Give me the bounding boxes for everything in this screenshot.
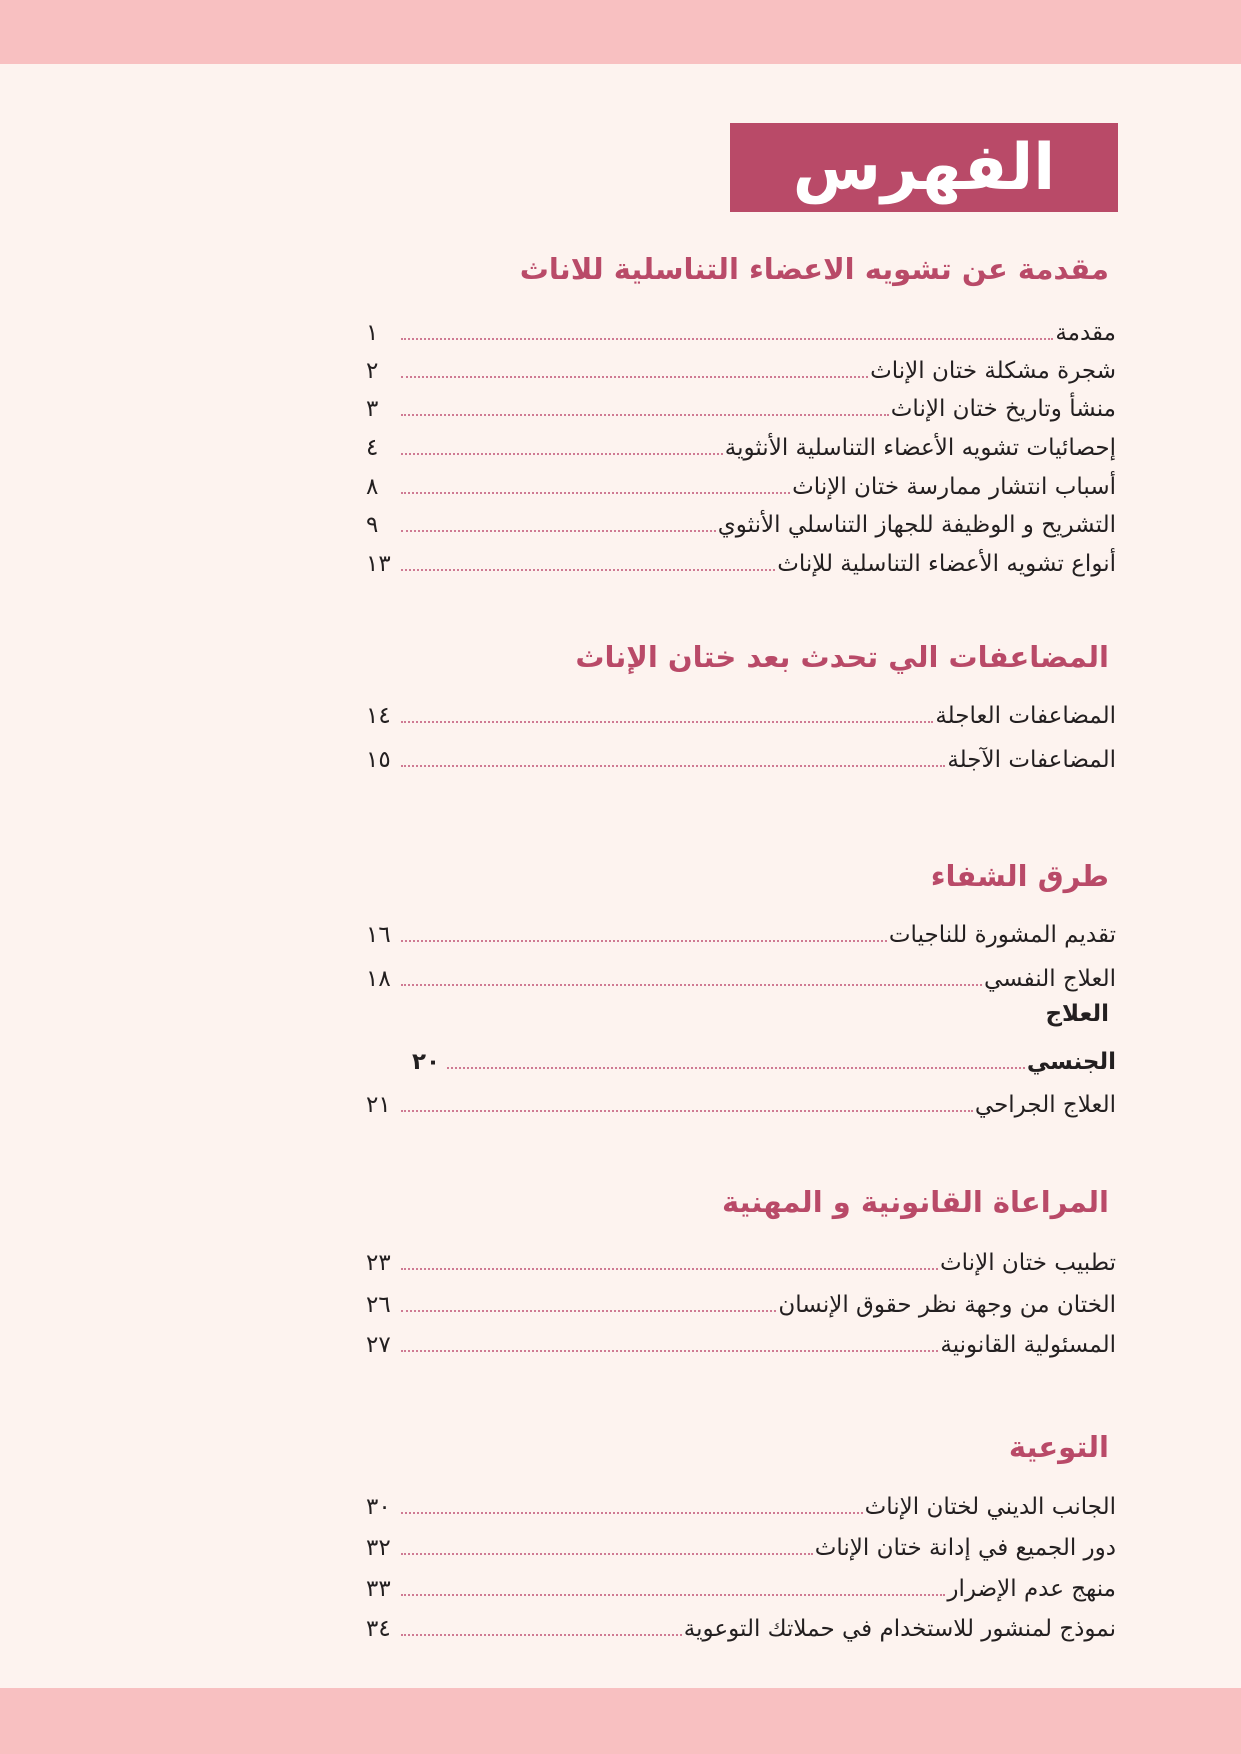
toc-page-number: ٣٢ xyxy=(366,1535,391,1561)
toc-entry-label: نموذج لمنشور للاستخدام في حملاتك التوعوية xyxy=(683,1616,1116,1642)
toc-entry[interactable] xyxy=(366,911,1116,951)
toc-entry[interactable] xyxy=(366,1081,1116,1121)
toc-entry-label: منهج عدم الإضرار xyxy=(947,1576,1116,1602)
section-heading-awareness: التوعية xyxy=(1008,1430,1109,1464)
dot-leader xyxy=(401,721,933,723)
toc-page-number: ٣٠ xyxy=(366,1494,391,1520)
toc-entry-label: العلاج النفسي xyxy=(983,966,1116,992)
toc-page-number: ٩ xyxy=(366,512,379,538)
toc-page-number: ١٨ xyxy=(366,966,391,992)
toc-page-number: ٢٧ xyxy=(366,1332,391,1358)
toc-page-number: ٢١ xyxy=(366,1092,391,1118)
dot-leader xyxy=(401,453,723,455)
dot-leader xyxy=(401,1110,973,1112)
dot-leader xyxy=(401,492,790,494)
toc-entry-label: العلاج الجراحي xyxy=(974,1092,1116,1118)
toc-page-number: ١ xyxy=(366,320,379,346)
toc-entry[interactable] xyxy=(366,1565,1116,1605)
toc-entry-label: تقديم المشورة للناجيات xyxy=(888,922,1116,948)
toc-page-number: ٤ xyxy=(366,435,379,461)
toc-entry-label: المضاعفات العاجلة xyxy=(935,703,1116,729)
toc-entry[interactable] xyxy=(366,309,1116,349)
section-heading-complications: المضاعفات الي تحدث بعد ختان الإناث xyxy=(575,640,1109,674)
dot-leader xyxy=(401,1594,945,1596)
toc-entry[interactable] xyxy=(366,424,1116,464)
toc-page-number: ٣٤ xyxy=(366,1616,391,1642)
toc-entry-label: الجنسي xyxy=(1026,1049,1116,1075)
toc-page-number: ٣٣ xyxy=(366,1576,391,1602)
toc-entry[interactable] xyxy=(366,347,1116,387)
toc-entry-label: دور الجميع في إدانة ختان الإناث xyxy=(814,1535,1116,1561)
dot-leader xyxy=(401,569,775,571)
toc-page-number: ٣ xyxy=(366,396,379,422)
toc-entry-label-line: العلاج xyxy=(1045,1001,1109,1027)
toc-entry-label: منشأ وتاريخ ختان الإناث xyxy=(890,396,1116,422)
toc-entry-label: التشريح و الوظيفة للجهاز التناسلي الأنثوي xyxy=(717,512,1116,538)
dot-leader xyxy=(401,338,1053,340)
bottom-band xyxy=(0,1688,1241,1754)
toc-entry[interactable] xyxy=(366,736,1116,776)
toc-entry-label: شجرة مشكلة ختان الإناث xyxy=(870,358,1116,384)
section-heading-healing: طرق الشفاء xyxy=(930,859,1109,893)
top-band xyxy=(0,0,1241,64)
toc-page-number: ٢ xyxy=(366,358,379,384)
toc-page-number: ٢٠ xyxy=(412,1049,441,1075)
dot-leader xyxy=(401,414,889,416)
toc-entry[interactable] xyxy=(412,1038,1116,1078)
toc-entry[interactable] xyxy=(366,463,1116,503)
toc-entry-label: المضاعفات الآجلة xyxy=(947,747,1116,773)
toc-entry-label: أنواع تشويه الأعضاء التناسلية للإناث xyxy=(777,551,1116,577)
dot-leader xyxy=(401,1553,813,1555)
dot-leader xyxy=(401,765,945,767)
toc-entry[interactable] xyxy=(366,1483,1116,1523)
dot-leader xyxy=(401,376,868,378)
page-title: الفهرس xyxy=(730,123,1118,212)
section-heading-legal: المراعاة القانونية و المهنية xyxy=(721,1185,1109,1219)
toc-page-number: ٢٦ xyxy=(366,1292,391,1318)
toc-entry-label: الختان من وجهة نظر حقوق الإنسان xyxy=(778,1292,1116,1318)
toc-entry-label: المسئولية القانونية xyxy=(940,1332,1116,1358)
toc-page-number: ٨ xyxy=(366,474,379,500)
toc-entry[interactable] xyxy=(366,385,1116,425)
toc-page-number: ٢٣ xyxy=(366,1250,391,1276)
toc-entry-label: تطبيب ختان الإناث xyxy=(940,1250,1116,1276)
toc-entry-label: مقدمة xyxy=(1055,320,1116,346)
toc-page-number: ١٦ xyxy=(366,922,391,948)
dot-leader xyxy=(401,530,716,532)
toc-entry[interactable] xyxy=(366,1524,1116,1564)
toc-entry[interactable] xyxy=(366,692,1116,732)
toc-entry[interactable] xyxy=(366,955,1116,995)
dot-leader xyxy=(401,940,887,942)
toc-entry[interactable] xyxy=(366,1239,1116,1279)
dot-leader xyxy=(447,1067,1025,1069)
toc-entry[interactable] xyxy=(366,501,1116,541)
toc-entry[interactable] xyxy=(366,1605,1116,1645)
dot-leader xyxy=(401,984,982,986)
dot-leader xyxy=(401,1310,776,1312)
toc-entry-label: الجانب الديني لختان الإناث xyxy=(864,1494,1116,1520)
toc-page-number: ١٥ xyxy=(366,747,391,773)
dot-leader xyxy=(401,1512,863,1514)
toc-entry-label: أسباب انتشار ممارسة ختان الإناث xyxy=(792,474,1116,500)
section-heading-intro: مقدمة عن تشويه الاعضاء التناسلية للاناث xyxy=(519,252,1109,286)
dot-leader xyxy=(401,1268,938,1270)
toc-entry[interactable] xyxy=(366,1321,1116,1361)
toc-page-number: ١٤ xyxy=(366,703,391,729)
dot-leader xyxy=(401,1350,938,1352)
toc-page-number: ١٣ xyxy=(366,551,391,577)
dot-leader xyxy=(401,1634,682,1636)
toc-entry[interactable] xyxy=(366,540,1116,580)
toc-entry[interactable] xyxy=(366,1281,1116,1321)
toc-entry-label: إحصائيات تشويه الأعضاء التناسلية الأنثوية xyxy=(724,435,1116,461)
